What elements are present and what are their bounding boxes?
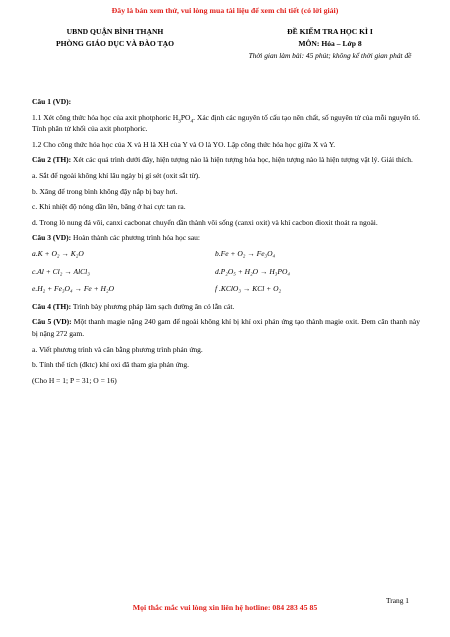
district-committee: UBND QUẬN BÌNH THẠNH [66,27,164,36]
question-5-item-a: a. Viết phương trình và cân bằng phương trình phản ứng. [32,344,203,354]
question-1-part-2: 1.2 Cho công thức hóa học của X và H là XH của Y và O là YO. Lập công thức hóa học giữa X và Y. [32,139,336,149]
question-2-item-a: a. Sắt để ngoài không khí lâu ngày bị gỉ sét (oxit sắt từ). [32,170,200,180]
question-3-label: Câu 3 (VD): [32,233,72,243]
question-2: Câu 2 (TH): Xét các quá trình dưới đây, hiện tượng nào là hiện tượng hóa học, hiện tượng nào là hiện tượng vật lý. Giải thích. [32,155,413,165]
equation-f: f .KClO₃ → KCl + O₂ [215,284,282,294]
question-2-label: Câu 2 (TH): [32,155,72,165]
question-5: Câu 5 (VD): Một thanh magie nặng 240 gam để ngoài không khí bị khí oxi phản ứng tạo thành magie oxit. Đem cân thanh này bị nặng 272 gam. [32,317,420,338]
question-2-item-b: b. Xăng để trong bình không đậy nắp bị bay hơi. [32,186,178,196]
equation-b: b.Fe + O₂ → Fe₃O₄ [215,248,276,258]
equation-list [32,248,420,295]
hotline-banner: Mọi thắc mắc vui lòng xin liên hệ hotline: 084 283 45 85 [132,603,318,612]
exam-title: ĐỀ KIỂM TRA HỌC KÌ I [287,27,373,36]
question-1-label: Câu 1 (VD): [32,97,72,106]
preview-notice-banner: Đây là bản xem thử, vui lòng mua tài liệu để xem chi tiết (có lời giải) [111,6,339,15]
question-3: Câu 3 (VD): Hoàn thành các phương trình hóa học sau: [32,233,201,243]
exam-duration: Thời gian làm bài: 45 phút; không kể thời gian phát đề [248,51,412,60]
equation-a: a.K + O₂ → K₂O [32,248,84,258]
question-4: Câu 4 (TH): Trình bày phương pháp làm sạch đường ăn có lẫn cát. [32,301,235,311]
question-2-item-c: c. Khi nhiệt độ nóng dần lên, băng ở hai cực tan ra. [32,202,186,212]
page-number: Trang 1 [386,596,409,605]
issuer-header [20,26,210,50]
equation-e: e.H₂ + Fe₃O₄ → Fe + H₂O [32,284,114,294]
question-4-label: Câu 4 (TH): [32,301,72,311]
exam-body [32,96,420,390]
equation-c: c.Al + Cl₂ → AlCl₃ [32,266,90,276]
question-5-label: Câu 5 (VD): [32,317,72,327]
atomic-mass-note: (Cho H = 1; P = 31; O = 16) [32,375,117,385]
equation-d: d.P₂O₅ + H₂O → H₃PO₄ [215,266,290,276]
question-2-item-d: d. Trong lò nung đá vôi, canxi cacbonat chuyển dần thành vôi sống (canxi oxit) và khí cacbon đioxit thoát ra ngoài. [32,217,378,227]
question-1-part-1: 1.1 Xét công thức hóa học của axit photphoric $H_3PO_4$. Xác định các nguyên tố cấu tạo nên chất, số nguyên tử của mỗi nguyên tố. Tính phân tử khối của axit photphoric. [32,112,420,134]
exam-header [225,26,435,62]
exam-subject: MÔN: Hóa – Lớp 8 [298,39,362,48]
question-5-item-b: b. Tính thể tích (đktc) khí oxi đã tham gia phản ứng. [32,360,190,370]
education-department: PHÒNG GIÁO DỤC VÀ ĐÀO TẠO [55,39,175,48]
